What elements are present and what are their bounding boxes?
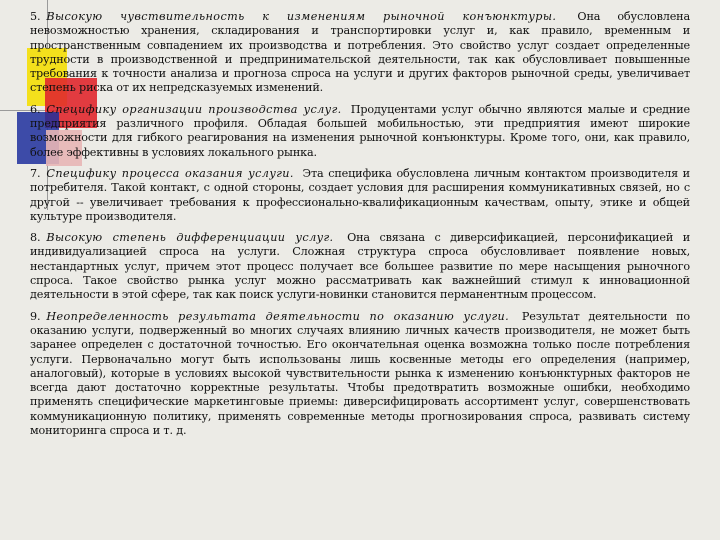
paragraph-heading: Неопределенность результата деятельности по оказанию услуги. [46,309,510,323]
paragraph-8 [30,231,690,302]
paragraph-number: 5. [30,10,41,23]
paragraph-heading: Высокую степень дифференциации услуг. [46,231,334,245]
paragraph-7 [30,167,690,224]
paragraph-text: Она обусловлена невозможностью хранения, складирования и транспортировки услуг и, как правило, временным и пространственным совпадением их производства и потребления. Это свойство услуг создает определенные трудности в производственной и предпринимательской деятельности, так как обусловливает повышенные требования к точности анализа и прогноза спроса на услуги и других факторов рыночной среды, увеличивает степень риска от их непредсказуемых изменений. [30,10,691,95]
paragraph-heading: Специфику процесса оказания услуги. [46,166,294,180]
paragraph-6 [30,103,690,160]
paragraph-number: 8. [30,231,41,245]
paragraph-number: 7. [30,166,41,180]
paragraph-number: 6. [30,102,41,116]
paragraph-5 [30,10,690,96]
paragraph-text: Она связана с диверсификацией, персонификацией и индивидуализацией спроса на услуги. Сложная структура спроса обусловливает появление новых, нестандартных услуг, причем этот процесс получает все большее развитие по мере насыщения рыночного спроса. Такое свойство рынка услуг можно рассматривать как важнейший стимул к инновационной деятельности в этой сфере, так как поиск услуги-новинки становится перманентным процессом. [30,231,691,302]
text-body [30,10,690,445]
paragraph-heading: Специфику организации производства услуг. [46,102,342,116]
paragraph-9 [30,310,690,439]
paragraph-text: Продуцентами услуг обычно являются малые и средние предприятия различного профиля. Обладая большей мобильностью, эти предприятия имеют широкие возможности для гибкого реагирования на изменения рыночной конъюнктуры. Кроме того, они, как правило, более эффективны в условиях локального рынка. [30,102,690,159]
paragraph-heading: Высокую чувствительность к изменениям рыночной конъюнктуры. [46,10,557,23]
paragraph-text: Эта специфика обусловлена личным контактом производителя и потребителя. Такой контакт, с одной стороны, создает условия для расширения коммуникативных связей, но с другой -- увеличивает требования к профессионально-квалификационным качествам, опыту, этике и общей культуре производителя. [30,166,690,223]
paragraph-number: 9. [30,309,41,323]
paragraph-text: Результат деятельности по оказанию услуги, подверженный во многих случаях влиянию личных качеств производителя, не может быть заранее определен с достаточной точностью. Его окончательная оценка возможна только после потребления услуги. Первоначально могут быть использованы лишь косвенные методы его определения (например, аналоговый), которые в условиях высокой чувствительности рынка к изменению конъюнктурных факторов не всегда дают достаточно корректные результаты. Чтобы предотвратить возможные ошибки, необходимо применять специфические маркетинговые приемы: диверсифицировать ассортимент услуг, совершенствовать коммуникационную политику, применять современные методы прогнозирования спроса, развивать систему мониторинга спроса и т. д. [30,309,691,438]
